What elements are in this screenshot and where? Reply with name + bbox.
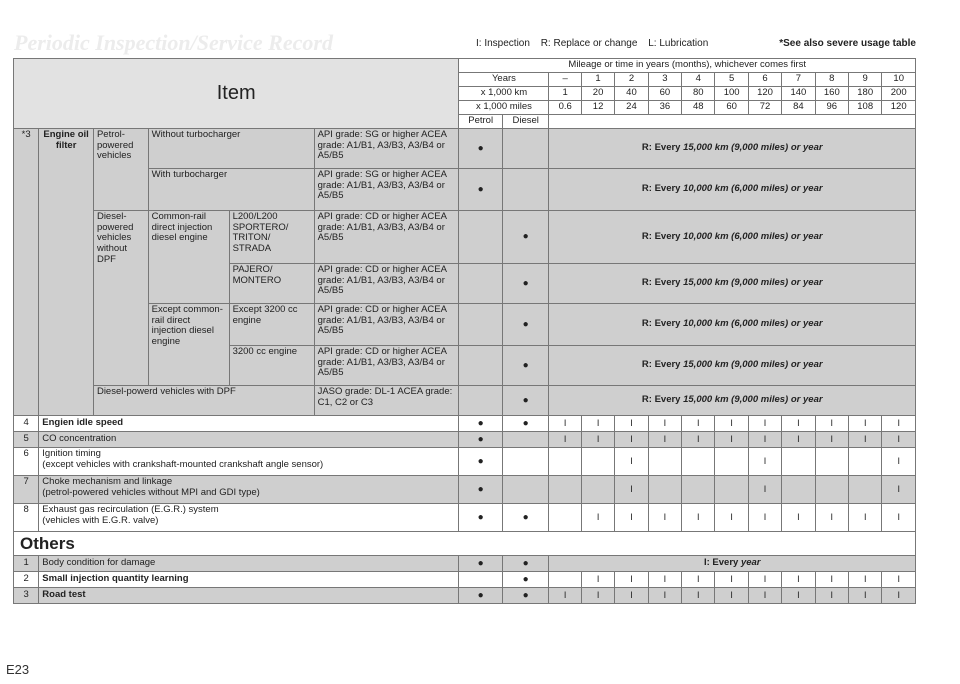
diesel-dot [502, 476, 549, 504]
mark: I [748, 432, 781, 448]
year-cell: – [549, 73, 581, 87]
page-title: Periodic Inspection/Service Record [14, 30, 333, 55]
row-label: CO concentration [39, 432, 459, 448]
km-cell: 1 [549, 87, 581, 101]
miles-cell: 72 [748, 101, 781, 115]
miles-cell: 0.6 [549, 101, 581, 115]
mark: I [648, 416, 681, 432]
grade-text: API grade: SG or higher ACEA grade: A1/B1, A3/B3, A3/B4 or A5/B5 [314, 129, 459, 169]
mark [782, 476, 815, 504]
oil-filter-label: Engine oil filter [39, 129, 94, 416]
interval-text: R: Every 15,000 km (9,000 miles) or year [549, 346, 916, 386]
km-cell: 60 [648, 87, 681, 101]
mark [648, 448, 681, 476]
mark: I [782, 504, 815, 532]
year-cell: 7 [782, 73, 815, 87]
mark: I [715, 504, 748, 532]
l200-label: L200/L200 SPORTERO/ TRITON/ STRADA [229, 211, 314, 264]
grade-text: API grade: SG or higher ACEA grade: A1/B1, A3/B3, A3/B4 or A5/B5 [314, 169, 459, 211]
legend-replace: R: Replace or change [540, 38, 638, 49]
petrol-header: Petrol [459, 115, 503, 129]
row-number: 7 [14, 476, 39, 504]
diesel-dot: ● [502, 588, 549, 604]
mark: I [648, 432, 681, 448]
mark: I [549, 588, 581, 604]
mark [581, 476, 614, 504]
year-cell: 1 [581, 73, 614, 87]
mark [815, 476, 848, 504]
mark: I [648, 504, 681, 532]
miles-cell: 84 [782, 101, 815, 115]
dpf-label: Diesel-powerd vehicles with DPF [93, 386, 314, 416]
without-turbo-label: Without turbocharger [148, 129, 314, 169]
km-cell: 20 [581, 87, 614, 101]
mark: I [581, 432, 614, 448]
years-label: Years [459, 73, 549, 87]
mark: I [849, 432, 882, 448]
km-cell: 180 [849, 87, 882, 101]
mark: I [815, 416, 848, 432]
mark: I [782, 432, 815, 448]
mark: I [581, 504, 614, 532]
row-number: 2 [14, 572, 39, 588]
row-number: 8 [14, 504, 39, 532]
petrol-dot: ● [459, 556, 503, 572]
mark [549, 572, 581, 588]
interval-text: R: Every 10,000 km (6,000 miles) or year [549, 304, 916, 346]
mark: I [882, 476, 916, 504]
km-cell: 40 [615, 87, 648, 101]
row-number: *3 [14, 129, 39, 416]
year-cell: 10 [882, 73, 916, 87]
year-cell: 9 [849, 73, 882, 87]
miles-label: x 1,000 miles [459, 101, 549, 115]
mark: I [715, 572, 748, 588]
interval-text: R: Every 15,000 km (9,000 miles) or year [549, 386, 916, 416]
mark: I [549, 416, 581, 432]
row-number: 4 [14, 416, 39, 432]
mark [549, 504, 581, 532]
mark [849, 476, 882, 504]
row-label: Ignition timing (except vehicles with crankshaft-mounted crankshaft angle sensor) [39, 448, 459, 476]
mark: I [849, 504, 882, 532]
item-header: Item [14, 59, 459, 129]
mark: I [815, 504, 848, 532]
legend-lubrication: L: Lubrication [648, 38, 709, 49]
diesel-dot: ● [502, 386, 549, 416]
mark: I [815, 432, 848, 448]
mark [715, 448, 748, 476]
petrol-dot: ● [459, 129, 503, 169]
km-cell: 80 [682, 87, 715, 101]
mileage-caption: Mileage or time in years (months), whichever comes first [459, 59, 916, 73]
mark [815, 448, 848, 476]
row-label: Body condition for damage [39, 556, 459, 572]
mark: I [882, 588, 916, 604]
grade-text: API grade: CD or higher ACEA grade: A1/B1, A3/B3, A3/B4 or A5/B5 [314, 346, 459, 386]
mark [682, 476, 715, 504]
interval-text: I: Every year [549, 556, 916, 572]
mark [648, 476, 681, 504]
grade-text: JASO grade: DL-1 ACEA grade: C1, C2 or C3 [314, 386, 459, 416]
mark: I [748, 572, 781, 588]
mark [581, 448, 614, 476]
others-heading: Others [14, 532, 916, 556]
page-number: E23 [6, 662, 30, 677]
row-label: Engien idle speed [39, 416, 459, 432]
petrol-dot: ● [459, 476, 503, 504]
grade-text: API grade: CD or higher ACEA grade: A1/B1, A3/B3, A3/B4 or A5/B5 [314, 211, 459, 264]
mark: I [782, 416, 815, 432]
km-cell: 200 [882, 87, 916, 101]
mark [549, 448, 581, 476]
mark: I [581, 416, 614, 432]
petrol-dot: ● [459, 169, 503, 211]
mark: I [748, 476, 781, 504]
miles-cell: 60 [715, 101, 748, 115]
diesel-dot: ● [502, 556, 549, 572]
mark: I [849, 416, 882, 432]
miles-cell: 12 [581, 101, 614, 115]
petrol-dot: ● [459, 588, 503, 604]
petrol-dot: ● [459, 432, 503, 448]
mark: I [849, 572, 882, 588]
miles-cell: 96 [815, 101, 848, 115]
common-rail-label: Common-rail direct injection diesel engine [148, 211, 229, 304]
km-cell: 120 [748, 87, 781, 101]
diesel-dot: ● [502, 304, 549, 346]
row-label: Exhaust gas recirculation (E.G.R.) system (vehicles with E.G.R. valve) [39, 504, 459, 532]
diesel-dot: ● [502, 504, 549, 532]
interval-text: R: Every 15,000 km (9,000 miles) or year [549, 264, 916, 304]
mark: I [748, 588, 781, 604]
mark: I [615, 572, 648, 588]
year-cell: 6 [748, 73, 781, 87]
row-label: Small injection quantity learning [39, 572, 459, 588]
mark: I [581, 572, 614, 588]
maintenance-schedule-table [13, 58, 916, 604]
mark: I [682, 416, 715, 432]
legend [476, 38, 916, 49]
mark: I [682, 504, 715, 532]
mark: I [549, 432, 581, 448]
miles-cell: 120 [882, 101, 916, 115]
mark: I [615, 476, 648, 504]
except-common-rail-label: Except common-rail direct injection diesel engine [148, 304, 229, 386]
mark: I [682, 432, 715, 448]
diesel-dot: ● [502, 264, 549, 304]
with-turbo-label: With turbocharger [148, 169, 314, 211]
mark: I [748, 448, 781, 476]
mark: I [615, 504, 648, 532]
diesel-dot: ● [502, 572, 549, 588]
mark: I [882, 432, 916, 448]
miles-cell: 108 [849, 101, 882, 115]
diesel-dot: ● [502, 416, 549, 432]
mark: I [882, 572, 916, 588]
petrol-dot: ● [459, 416, 503, 432]
diesel-dot: ● [502, 211, 549, 264]
row-number: 5 [14, 432, 39, 448]
grade-text: API grade: CD or higher ACEA grade: A1/B1, A3/B3, A3/B4 or A5/B5 [314, 264, 459, 304]
km-cell: 160 [815, 87, 848, 101]
mark: I [648, 572, 681, 588]
mark: I [715, 588, 748, 604]
mark: I [715, 432, 748, 448]
diesel-header: Diesel [502, 115, 549, 129]
diesel-dot: ● [502, 346, 549, 386]
diesel-dot [502, 432, 549, 448]
legend-severe-note: *See also severe usage table [779, 38, 916, 49]
grade-text: API grade: CD or higher ACEA grade: A1/B1, A3/B3, A3/B4 or A5/B5 [314, 304, 459, 346]
interval-text: R: Every 15,000 km (9,000 miles) or year [549, 129, 916, 169]
year-cell: 3 [648, 73, 681, 87]
mark: I [815, 572, 848, 588]
mark: I [615, 416, 648, 432]
year-cell: 5 [715, 73, 748, 87]
petrol-dot: ● [459, 448, 503, 476]
mark [849, 448, 882, 476]
mark: I [748, 504, 781, 532]
mark: I [782, 588, 815, 604]
year-cell: 2 [615, 73, 648, 87]
miles-cell: 36 [648, 101, 681, 115]
km-cell: 140 [782, 87, 815, 101]
diesel-dot [502, 448, 549, 476]
mark [549, 476, 581, 504]
mark: I [715, 416, 748, 432]
mark: I [682, 572, 715, 588]
mark [782, 448, 815, 476]
legend-inspection: I: Inspection [476, 38, 530, 49]
mark: I [615, 588, 648, 604]
interval-text: R: Every 10,000 km (6,000 miles) or year [549, 211, 916, 264]
cc3200-label: 3200 cc engine [229, 346, 314, 386]
year-cell: 8 [815, 73, 848, 87]
mark: I [815, 588, 848, 604]
petrol-dot [459, 572, 503, 588]
mark: I [882, 416, 916, 432]
pajero-label: PAJERO/ MONTERO [229, 264, 314, 304]
mark: I [882, 448, 916, 476]
year-cell: 4 [682, 73, 715, 87]
row-label: Road test [39, 588, 459, 604]
interval-text: R: Every 10,000 km (6,000 miles) or year [549, 169, 916, 211]
mark: I [682, 588, 715, 604]
mark: I [748, 416, 781, 432]
km-cell: 100 [715, 87, 748, 101]
mark: I [882, 504, 916, 532]
mark: I [581, 588, 614, 604]
row-label: Choke mechanism and linkage (petrol-powered vehicles without MPI and GDI type) [39, 476, 459, 504]
mark [682, 448, 715, 476]
diesel-group-label: Diesel-powered vehicles without DPF [93, 211, 148, 386]
mark: I [849, 588, 882, 604]
km-label: x 1,000 km [459, 87, 549, 101]
petrol-dot: ● [459, 504, 503, 532]
mark: I [615, 432, 648, 448]
row-number: 6 [14, 448, 39, 476]
except-3200-label: Except 3200 cc engine [229, 304, 314, 346]
row-number: 3 [14, 588, 39, 604]
mark: I [782, 572, 815, 588]
mark: I [648, 588, 681, 604]
row-number: 1 [14, 556, 39, 572]
mark [715, 476, 748, 504]
miles-cell: 48 [682, 101, 715, 115]
petrol-group-label: Petrol-powered vehicles [93, 129, 148, 211]
miles-cell: 24 [615, 101, 648, 115]
mark: I [615, 448, 648, 476]
